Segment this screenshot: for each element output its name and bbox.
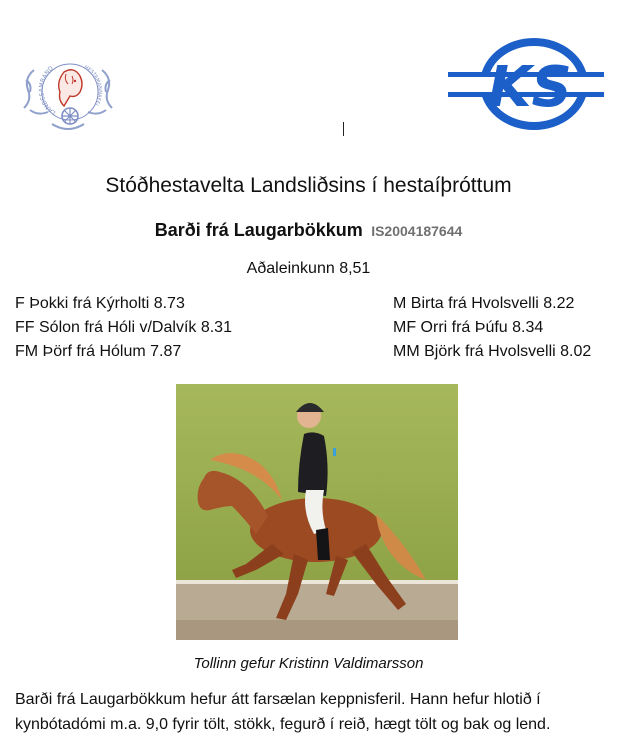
page-title: Stóðhestavelta Landsliðsins í hestaíþróttum xyxy=(105,174,512,197)
pedigree-sire-side xyxy=(15,292,232,364)
pedigree-dam-side xyxy=(393,292,591,364)
pedigree-dam-dam: MM Björk frá Hvolsvelli 8.02 xyxy=(393,343,592,360)
horse-photo xyxy=(176,384,458,640)
pedigree-sire-dam: FM Þörf frá Hólum 7.87 xyxy=(15,343,182,360)
pedigree-sire-sire: FF Sólon frá Hóli v/Dalvík 8.31 xyxy=(15,319,232,336)
horse-name: Barði frá Laugarbökkum xyxy=(154,220,363,240)
photo-caption: Tollinn gefur Kristinn Valdimarsson xyxy=(193,655,424,672)
horse-registration-number: IS2004187644 xyxy=(371,223,463,239)
logo-ring-text-left: LANDSSAMBAND xyxy=(38,64,58,117)
pedigree-dam: M Birta frá Hvolsvelli 8.22 xyxy=(393,295,575,312)
ks-logo xyxy=(448,36,604,132)
ks-logo-text: KS xyxy=(488,55,572,120)
pedigree-dam-sire: MF Orri frá Þúfu 8.34 xyxy=(393,319,544,336)
svg-text:HESTAMANNAFELAGA xyxy=(12,50,103,108)
logo-ring-text-right: HESTAMANNAFEL xyxy=(82,64,103,108)
text-cursor xyxy=(343,122,344,136)
horse-description: Barði frá Laugarbökkum hefur átt farsælan keppnisferil. Hann hefur hlotið í kynbótadómi m.a. 9,0 fyrir tölt, stökk, fegurð í reið, hægt tölt og bak og lend. xyxy=(15,691,551,733)
horse-heading xyxy=(0,220,617,241)
landssamband-logo xyxy=(12,50,124,136)
svg-text:LANDSSAMBAND xyxy=(38,65,57,117)
pedigree-sire: F Þokki frá Kýrholti 8.73 xyxy=(15,295,185,312)
overall-score: Aðaleinkunn 8,51 xyxy=(246,260,371,277)
